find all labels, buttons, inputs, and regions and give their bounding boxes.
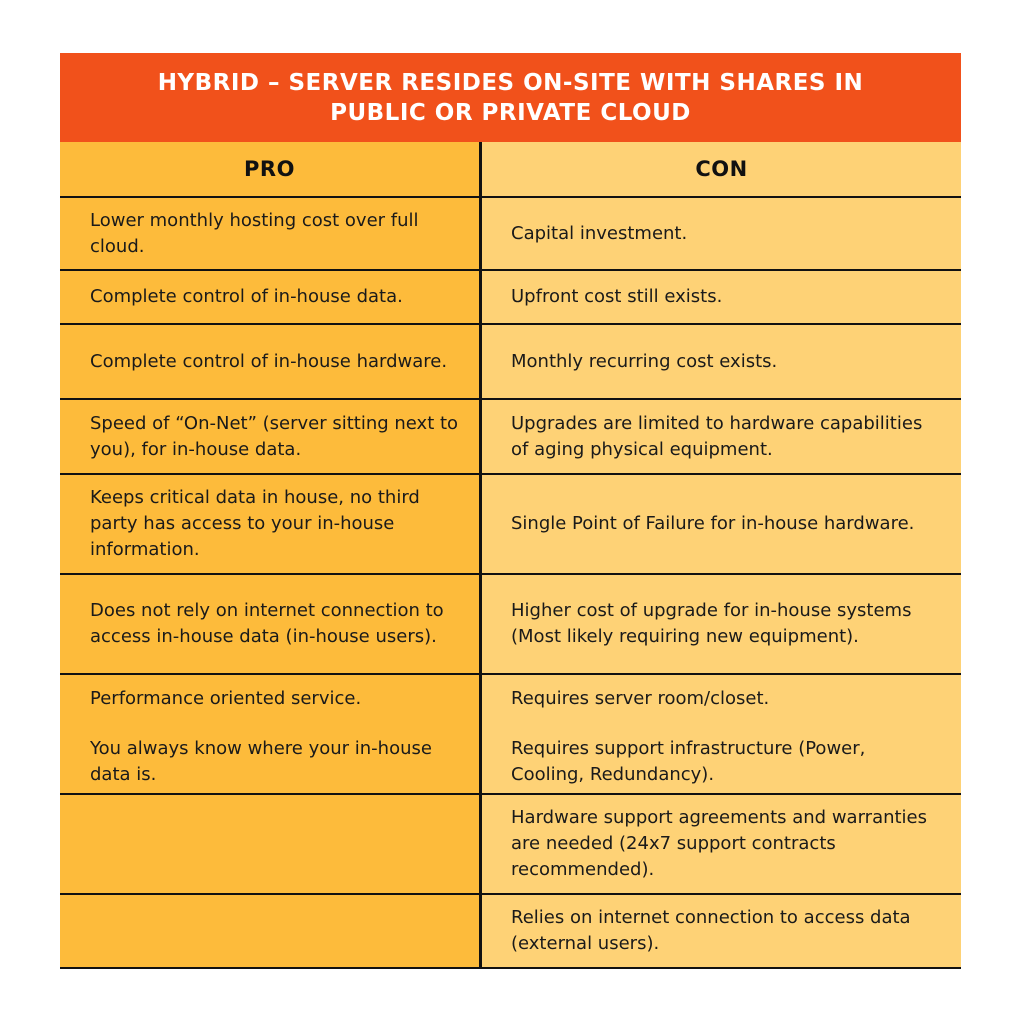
con-text: Monthly recurring cost exists. — [511, 350, 778, 372]
pro-text: Does not rely on internet connection to access in-house data (in-house users). — [90, 600, 444, 647]
pro-text: Performance oriented service. — [90, 688, 362, 709]
pro-text: Lower monthly hosting cost over full cloud. — [90, 209, 419, 257]
con-cell — [482, 475, 961, 573]
table-grid — [60, 142, 961, 969]
con-text: Upgrades are limited to hardware capabilities of aging physical equipment. — [511, 412, 923, 460]
pro-cell — [60, 475, 479, 573]
con-cell — [482, 675, 961, 793]
pro-cell — [60, 325, 479, 398]
pro-con-table — [60, 53, 961, 969]
pro-text: Keeps critical data in house, no third party has access to your in-house information. — [90, 487, 420, 560]
con-cell — [482, 575, 961, 673]
con-text: Requires support infrastructure (Power, Cooling, Redundancy). — [511, 738, 866, 785]
con-cell — [482, 198, 961, 269]
pro-cell — [60, 198, 479, 269]
pro-cell — [60, 675, 479, 793]
table-title: HYBRID – SERVER RESIDES ON-SITE WITH SHARES IN PUBLIC OR PRIVATE CLOUD — [157, 69, 864, 126]
con-text: Single Point of Failure for in-house hardware. — [511, 513, 915, 534]
con-text: Capital investment. — [511, 222, 688, 244]
con-cell — [482, 325, 961, 398]
con-header: CON — [482, 142, 961, 196]
pro-header: PRO — [60, 142, 479, 196]
pro-text: Complete control of in-house data. — [90, 286, 403, 307]
pro-cell — [60, 575, 479, 673]
con-text: Higher cost of upgrade for in-house systems (Most likely requiring new equipment). — [511, 600, 912, 647]
con-cell — [482, 271, 961, 323]
con-cell — [482, 895, 961, 967]
con-text: Requires server room/closet. — [511, 688, 770, 709]
con-cell — [482, 400, 961, 473]
con-cell — [482, 795, 961, 893]
pro-text: You always know where your in-house data is. — [90, 738, 432, 785]
con-text: Upfront cost still exists. — [511, 286, 723, 307]
table-title-bar — [60, 53, 961, 142]
pro-cell — [60, 795, 479, 893]
con-text: Hardware support agreements and warranties are needed (24x7 support contracts recommended). — [511, 807, 928, 880]
pro-text: Complete control of in-house hardware. — [90, 350, 448, 372]
con-text: Relies on internet connection to access data (external users). — [511, 907, 911, 954]
pro-cell — [60, 400, 479, 473]
pro-cell — [60, 895, 479, 967]
pro-cell — [60, 271, 479, 323]
table-bottom-rule — [60, 967, 961, 969]
pro-text: Speed of “On-Net” (server sitting next to you), for in-house data. — [90, 412, 459, 460]
